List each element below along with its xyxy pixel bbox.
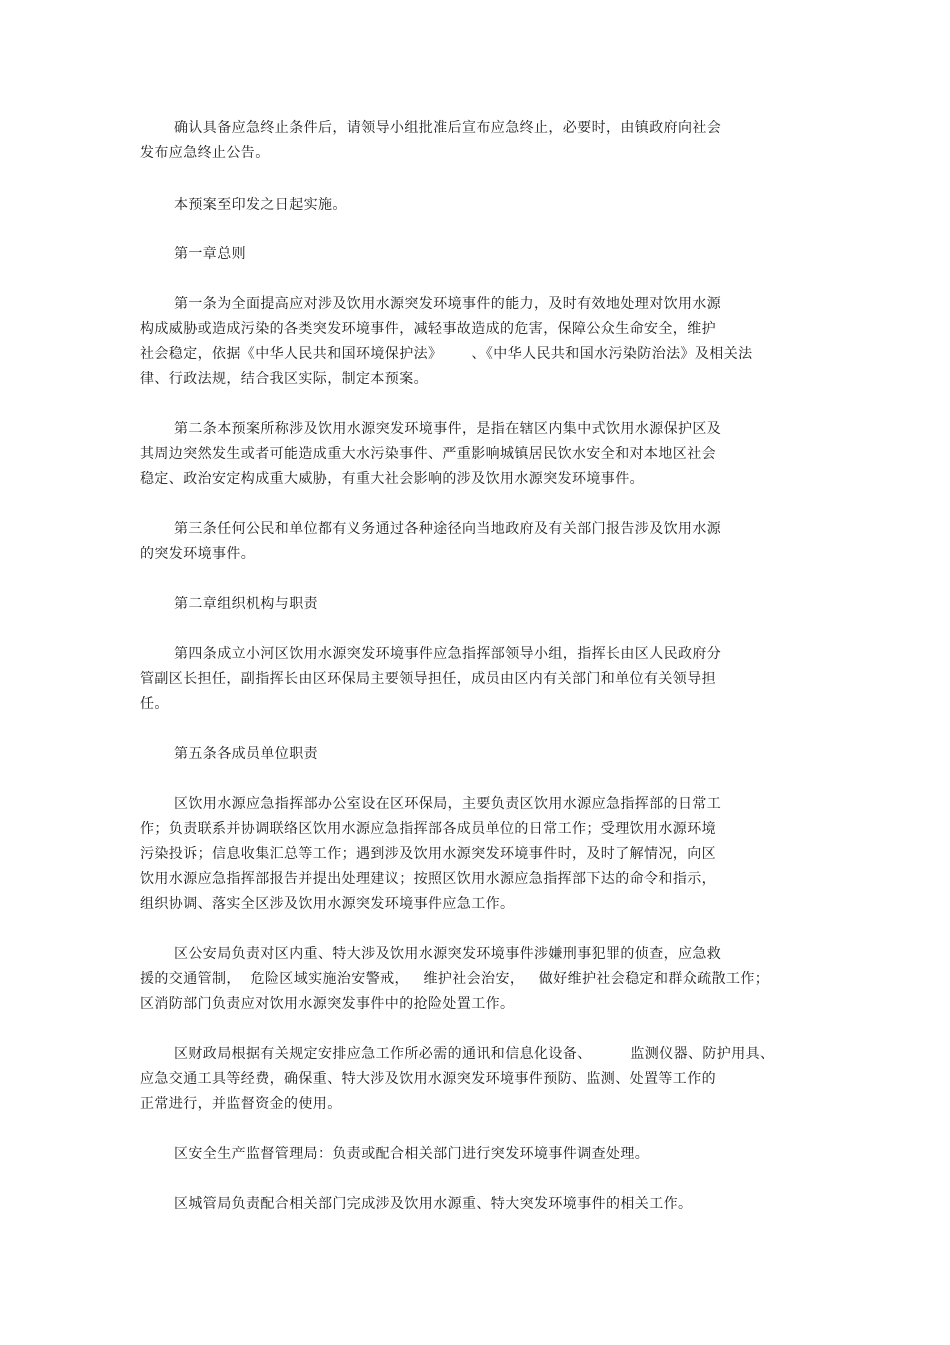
chapter-heading: 第二章组织机构与职责 xyxy=(174,596,318,612)
paragraph-line: 构成威胁或造成污染的各类突发环境事件，减轻事故造成的危害，保障公众生命安全，维护 xyxy=(140,321,716,337)
paragraph-line: 区城管局负责配合相关部门完成涉及饮用水源重、特大突发环境事件的相关工作。 xyxy=(174,1196,693,1212)
paragraph-line: 应急交通工具等经费，确保重、特大涉及饮用水源突发环境事件预防、监测、处置等工作的 xyxy=(140,1071,716,1087)
paragraph-line: 第二条本预案所称涉及饮用水源突发环境事件，是指在辖区内集中式饮用水源保护区及 xyxy=(174,421,722,437)
paragraph-line: 本预案至印发之日起实施。 xyxy=(174,197,347,213)
article-heading: 第五条各成员单位职责 xyxy=(174,746,318,762)
paragraph-line: 区安全生产监督管理局：负责或配合相关部门进行突发环境事件调查处理。 xyxy=(174,1146,650,1162)
paragraph-line: 援的交通管制， 危险区域实施治安警戒， 维护社会治安， 做好维护社会稳定和群众疏散工作； xyxy=(140,971,770,987)
paragraph-line: 其周边突然发生或者可能造成重大水污染事件、严重影响城镇居民饮水安全和对本地区社会 xyxy=(140,446,716,462)
paragraph-line: 饮用水源应急指挥部报告并提出处理建议；按照区饮用水源应急指挥部下达的命令和指示， xyxy=(140,871,716,887)
paragraph-line: 第四条成立小河区饮用水源突发环境事件应急指挥部领导小组，指挥长由区人民政府分 xyxy=(174,646,722,662)
paragraph-line: 作；负责联系并协调联络区饮用水源应急指挥部各成员单位的日常工作；受理饮用水源环境 xyxy=(140,821,716,837)
paragraph-line: 稳定、政治安定构成重大威胁，有重大社会影响的涉及饮用水源突发环境事件。 xyxy=(140,471,644,487)
paragraph-line: 区饮用水源应急指挥部办公室设在区环保局，主要负责区饮用水源应急指挥部的日常工 xyxy=(174,796,722,812)
paragraph-line: 区财政局根据有关规定安排应急工作所必需的通讯和信息化设备、 监测仪器、防护用具、 xyxy=(174,1046,775,1062)
paragraph-line: 组织协调、落实全区涉及饮用水源突发环境事件应急工作。 xyxy=(140,896,515,912)
paragraph-line: 确认具备应急终止条件后，请领导小组批准后宣布应急终止，必要时，由镇政府向社会 xyxy=(174,120,722,136)
paragraph-line: 区消防部门负责应对饮用水源突发事件中的抢险处置工作。 xyxy=(140,996,515,1012)
paragraph-line: 正常进行，并监督资金的使用。 xyxy=(140,1096,342,1112)
paragraph-line: 律、行政法规，结合我区实际，制定本预案。 xyxy=(140,371,428,387)
paragraph-line: 的突发环境事件。 xyxy=(140,546,256,562)
paragraph-line: 管副区长担任，副指挥长由区环保局主要领导担任，成员由区内有关部门和单位有关领导担 xyxy=(140,671,716,687)
paragraph-line: 污染投诉；信息收集汇总等工作；遇到涉及饮用水源突发环境事件时，及时了解情况，向区 xyxy=(140,846,716,862)
paragraph-line: 区公安局负责对区内重、特大涉及饮用水源突发环境事件涉嫌刑事犯罪的侦查，应急救 xyxy=(174,946,722,962)
paragraph-line: 第一条为全面提高应对涉及饮用水源突发环境事件的能力，及时有效地处理对饮用水源 xyxy=(174,296,722,312)
paragraph-line: 发布应急终止公告。 xyxy=(140,145,270,161)
paragraph-line: 社会稳定，依据《中华人民共和国环境保护法》 、《中华人民共和国水污染防治法》及相关法 xyxy=(140,346,753,362)
paragraph-line: 第三条任何公民和单位都有义务通过各种途径向当地政府及有关部门报告涉及饮用水源 xyxy=(174,521,722,537)
chapter-heading: 第一章总则 xyxy=(174,246,246,262)
paragraph-line: 任。 xyxy=(140,696,169,712)
